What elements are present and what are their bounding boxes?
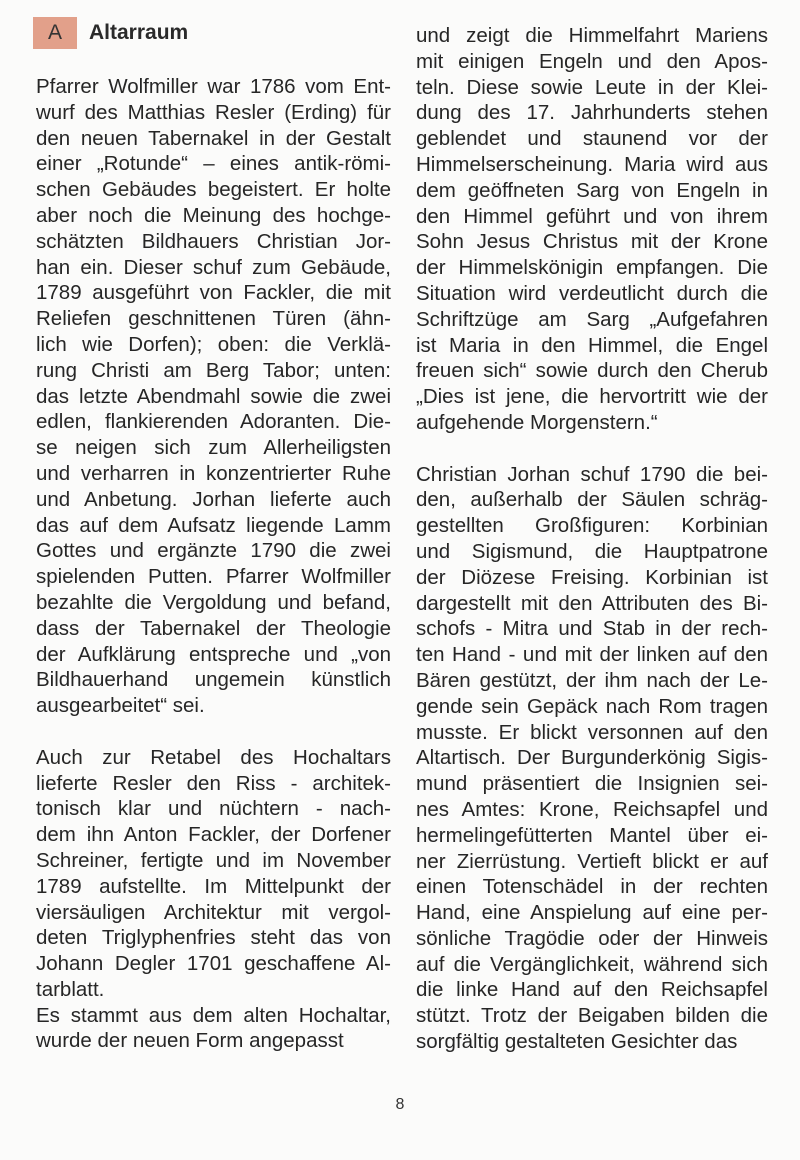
text-line: stützt. Trotz der Beigaben bilden die (416, 1004, 768, 1028)
text-line: der Diözese Freising. Korbinian ist (416, 565, 768, 589)
text-line: den neuen Tabernakel in der Gestalt (36, 126, 391, 150)
text-line: „Dies ist jene, die hervortritt wie der (416, 385, 768, 409)
text-line: mund präsentiert die Insignien sei- (416, 772, 768, 796)
text-line: Sohn Jesus Christus mit der Krone (416, 230, 768, 254)
text-line: se neigen sich zum Allerheiligsten (36, 436, 391, 460)
text-line: schätzten Bildhauers Christian Jor- (36, 229, 391, 253)
text-line: tarblatt. (36, 977, 105, 1001)
text-line: sönliche Tragödie oder der Hinweis (416, 926, 768, 950)
text-line: und Anbetung. Jorhan lieferte auch (36, 487, 391, 511)
text-line: auf die Vergänglichkeit, während sich (416, 952, 768, 976)
paragraph-gap (416, 436, 768, 462)
text-line: nes Amtes: Krone, Reichsapfel und (416, 797, 768, 821)
text-line: ist Maria in den Himmel, die Engel (416, 333, 768, 357)
text-line: spielenden Putten. Pfarrer Wolfmiller (36, 565, 391, 589)
text-line: edlen, flankierenden Adoranten. Die- (36, 410, 391, 434)
left-text-column (36, 74, 391, 1054)
text-line: und verharren in konzentrierter Ruhe (36, 461, 391, 485)
text-line: gende sein Gepäck nach Rom tragen (416, 694, 768, 718)
text-line: Auch zur Retabel des Hochaltars (36, 745, 391, 769)
text-line: den Himmel geführt und von ihrem (416, 204, 768, 228)
text-line: freuen sich“ sowie durch den Cherub (416, 359, 768, 383)
text-line: ten Hand - und mit der linken auf den (416, 643, 768, 667)
text-line: dass der Tabernakel der Theologie (36, 616, 391, 640)
text-line: einen Totenschädel in der rechten (416, 875, 768, 899)
text-line: aufgehende Morgenstern.“ (416, 410, 658, 434)
text-line: der Aufklärung entspreche und „von (36, 642, 391, 666)
text-line: dung des 17. Jahrhunderts stehen (416, 101, 768, 125)
text-line: lieferte Resler den Riss - architek- (36, 771, 391, 795)
paragraph-gap (36, 719, 391, 745)
text-line: aber noch die Meinung des hochge- (36, 203, 391, 227)
text-line: lich wie Dorfen); oben: die Verklä- (36, 332, 391, 356)
text-line: Johann Degler 1701 geschaffene Al- (36, 952, 391, 976)
text-line: das letzte Abendmahl sowie die zwei (36, 384, 391, 408)
text-line: das auf dem Aufsatz liegende Lamm (36, 513, 391, 537)
right-text-column (416, 23, 768, 1055)
text-line: geblendet und staunend vor der (416, 127, 768, 151)
text-line: teln. Diese sowie Leute in der Klei- (416, 75, 768, 99)
text-line: den, außerhalb der Säulen schräg- (416, 488, 768, 512)
text-line: ausgearbeitet“ sei. (36, 694, 205, 718)
text-line: Schriftzüge am Sarg „Aufgefahren (416, 307, 768, 331)
text-line: mit einigen Engeln und den Apos- (416, 49, 768, 73)
text-line: hermelingefütterten Mantel über ei- (416, 823, 768, 847)
text-line: wurf des Matthias Resler (Erding) für (36, 100, 391, 124)
text-line: Situation wird verdeutlicht durch die (416, 281, 768, 305)
text-line: die linke Hand auf den Reichsapfel (416, 978, 768, 1002)
section-title: Altarraum (89, 21, 189, 44)
text-line: Es stammt aus dem alten Hochaltar, (36, 1003, 391, 1027)
text-line: deten Triglyphenfries steht das von (36, 926, 391, 950)
text-line: dem ihn Anton Fackler, der Dorfener (36, 823, 391, 847)
text-line: han ein. Dieser schuf zum Gebäude, (36, 255, 391, 279)
text-line: Himmelserscheinung. Maria wird aus (416, 152, 768, 176)
text-line: Hand, eine Anspielung auf eine per- (416, 901, 768, 925)
text-line: schen Gebäudes begeistert. Er holte (36, 178, 391, 202)
text-line: rung Christi am Berg Tabor; unten: (36, 358, 391, 382)
text-line: viersäuligen Architektur mit vergol- (36, 900, 391, 924)
text-line: der Himmelskönigin empfangen. Die (416, 256, 768, 280)
text-line: wurde der neuen Form angepasst (36, 1029, 344, 1053)
section-header (33, 17, 188, 49)
text-line: bezahlte die Vergoldung und befand, (36, 590, 391, 614)
section-letter-badge: A (33, 17, 77, 49)
text-line: Reliefen geschnittenen Türen (ähn- (36, 307, 391, 331)
text-line: 1789 aufstellte. Im Mittelpunkt der (36, 874, 391, 898)
text-line: und zeigt die Himmelfahrt Mariens (416, 24, 768, 47)
text-line: Schreiner, fertigte und im November (36, 848, 391, 872)
text-line: und Sigismund, die Hauptpatrone (416, 539, 768, 563)
text-line: Gottes und ergänzte 1790 die zwei (36, 539, 391, 563)
text-line: Bildhauerhand ungemein künstlich (36, 668, 391, 692)
text-line: gestellten Großfiguren: Korbinian (416, 514, 768, 538)
text-line: tonisch klar und nüchtern - nach- (36, 797, 391, 821)
text-line: Christian Jorhan schuf 1790 die bei- (416, 462, 768, 486)
text-line: musste. Er blickt versonnen auf den (416, 720, 768, 744)
text-line: einer „Rotunde“ – eines antik-römi- (36, 152, 391, 176)
text-line: ner Zierrüstung. Vertieft blickt er auf (416, 849, 768, 873)
text-line: dargestellt mit den Attributen des Bi- (416, 591, 768, 615)
text-line: sorgfältig gestalteten Gesichter das (416, 1030, 738, 1054)
text-line: Pfarrer Wolfmiller war 1786 vom Ent- (36, 75, 391, 98)
page-number: 8 (395, 1096, 405, 1113)
text-line: schofs - Mitra und Stab in der rech- (416, 617, 768, 641)
text-line: 1789 ausgeführt von Fackler, die mit (36, 281, 391, 305)
text-line: dem geöffneten Sarg von Engeln in (416, 178, 768, 202)
text-line: Altartisch. Der Burgunderkönig Sigis- (416, 746, 768, 770)
text-line: Bären gestützt, der ihm nach der Le- (416, 668, 768, 692)
